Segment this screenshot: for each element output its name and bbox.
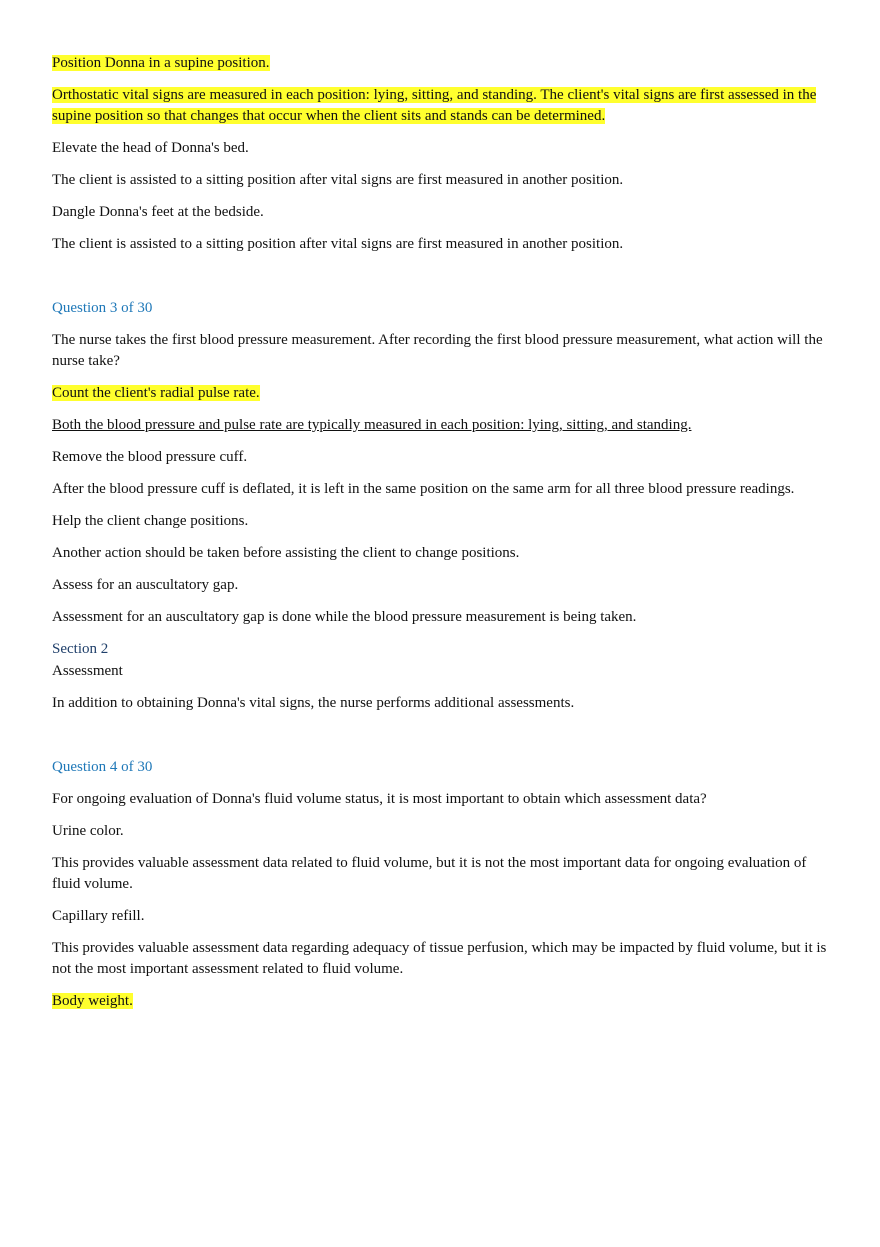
document-page (52, 53, 832, 1023)
q3-option-1 (52, 383, 832, 404)
q4-option-3-text: Body weight. (52, 993, 133, 1009)
q4-feedback-2: This provides valuable assessment data regarding adequacy of tissue perfusion, which may be impacted by fluid volume, but it is not the most important assessment related to fluid volume. (52, 940, 827, 977)
section-2-title: Section 2 (52, 641, 109, 657)
q2-option-2: Elevate the head of Donna's bed. (52, 140, 249, 156)
q4-option-3 (52, 991, 832, 1012)
q2-option-3: Dangle Donna's feet at the bedside. (52, 204, 264, 220)
q4-feedback-1: This provides valuable assessment data related to fluid volume, but it is not the most important data for ongoing evaluation of fluid volume. (52, 855, 807, 892)
question-3-heading: Question 3 of 30 (52, 300, 153, 316)
q3-option-2: Remove the blood pressure cuff. (52, 449, 248, 465)
q2-feedback-2: The client is assisted to a sitting position after vital signs are first measured in another position. (52, 172, 624, 188)
q4-option-1: Urine color. (52, 823, 124, 839)
q3-feedback-1-text: Both the blood pressure and pulse rate are typically measured in each position: lying, sitting, and standing. (52, 417, 692, 433)
q2-option-1-text: Position Donna in a supine position. (52, 55, 270, 71)
section-2-subtitle: Assessment (52, 663, 123, 679)
q3-feedback-2: After the blood pressure cuff is deflated, it is left in the same position on the same arm for all three blood pressure readings. (52, 481, 795, 497)
q2-feedback-3: The client is assisted to a sitting position after vital signs are first measured in another position. (52, 236, 624, 252)
q3-option-4: Assess for an auscultatory gap. (52, 577, 239, 593)
q2-feedback-1 (52, 85, 832, 127)
q2-option-1 (52, 53, 832, 74)
q3-option-1-text: Count the client's radial pulse rate. (52, 385, 260, 401)
q3-stem: The nurse takes the first blood pressure measurement. After recording the first blood pressure measurement, what action will the nurse take? (52, 332, 823, 369)
q2-feedback-1-text: Orthostatic vital signs are measured in each position: lying, sitting, and standing. The client's vital signs are first assessed in the supine position so that changes that occur when the client sits and stands can be determined. (52, 87, 817, 124)
question-4-heading: Question 4 of 30 (52, 759, 153, 775)
q3-feedback-1 (52, 415, 832, 436)
q3-feedback-4: Assessment for an auscultatory gap is done while the blood pressure measurement is being taken. (52, 609, 637, 625)
q3-feedback-3: Another action should be taken before assisting the client to change positions. (52, 545, 520, 561)
q4-option-2: Capillary refill. (52, 908, 145, 924)
section-2-intro: In addition to obtaining Donna's vital signs, the nurse performs additional assessments. (52, 695, 575, 711)
q4-stem: For ongoing evaluation of Donna's fluid volume status, it is most important to obtain which assessment data? (52, 791, 707, 807)
q3-option-3: Help the client change positions. (52, 513, 249, 529)
